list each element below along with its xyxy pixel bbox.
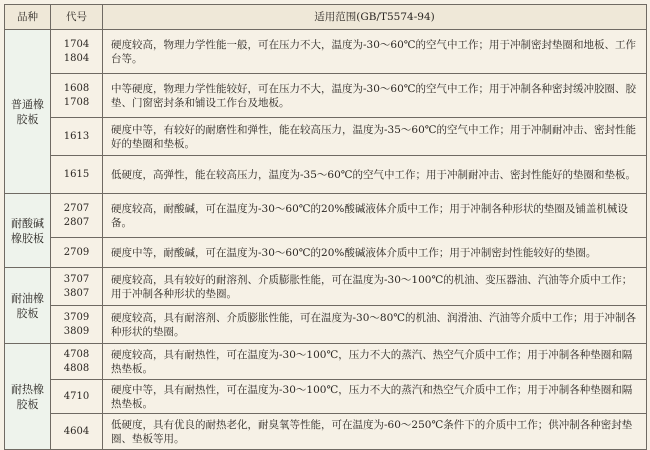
- code-label: 3709: [63, 311, 90, 323]
- application-text: 低硬度，具有优良的耐热老化，耐臭氧等性能，可在温度为-60～250℃条件下的介质中工作；供冲制各种密封垫圈、垫板等用。: [103, 414, 647, 450]
- table-row: [5, 156, 647, 194]
- code-cell: [51, 306, 103, 344]
- table-row: [5, 30, 647, 74]
- code-label: 3809: [63, 325, 90, 337]
- code-cell: [51, 414, 103, 450]
- code-label: 1708: [63, 96, 90, 108]
- code-label: 4708: [63, 348, 90, 360]
- table-row: [5, 268, 647, 306]
- header-category: 品种: [5, 5, 51, 30]
- code-label: 1608: [63, 82, 90, 94]
- application-text: 低硬度，高弹性，能在较高压力，温度为-35～60℃的空气中工作；用于冲制耐冲击、密封性能好的垫圈和垫板。: [103, 156, 647, 194]
- rubber-sheet-spec-table: [4, 4, 647, 450]
- code-cell: [51, 74, 103, 118]
- application-text: 硬度中等，耐酸碱，可在温度为-30～60℃的20%酸碱液体介质中工作；用于冲制密封性能较好的垫圈。: [103, 238, 647, 268]
- application-text: 硬度较高，具有耐溶剂、介质膨胀性能，可在温度为-30～80℃的机油、润滑油、汽油等介质中工作；用于冲制各种形状的垫圈。: [103, 306, 647, 344]
- application-text: 中等硬度，物理力学性能较好，可在压力不大，温度为-30～60℃的空气中工作；用于冲制各种密封缓冲胶圈、胶垫、门窗密封条和铺设工作台及地板。: [103, 74, 647, 118]
- table-row: [5, 238, 647, 268]
- code-cell: [51, 194, 103, 238]
- code-cell: [51, 238, 103, 268]
- category-general: 普通橡胶板: [5, 30, 51, 194]
- code-label: 1704: [63, 38, 90, 50]
- code-label: 4710: [63, 390, 90, 402]
- code-cell: [51, 118, 103, 156]
- table-row: [5, 194, 647, 238]
- table-row: [5, 344, 647, 380]
- category-acid-alkali: 耐酸碱橡胶板: [5, 194, 51, 268]
- code-label: 1615: [63, 168, 90, 180]
- header-code: 代号: [51, 5, 103, 30]
- application-text: 硬度中等，有较好的耐磨性和弹性，能在较高压力，温度为-35～60℃的空气中工作；用于冲制耐冲击、密封性能好的垫圈和垫板。: [103, 118, 647, 156]
- application-text: 硬度较高，耐酸碱，可在温度为-30～60℃的20%酸碱液体介质中工作；用于冲制各种形状的垫圈及铺盖机械设备。: [103, 194, 647, 238]
- table-row: [5, 118, 647, 156]
- code-cell: [51, 380, 103, 414]
- application-text: 硬度较高，物理力学性能一般，可在压力不大，温度为-30～60℃的空气中工作；用于冲制密封垫圈和地板、工作台等。: [103, 30, 647, 74]
- application-text: 硬度较高，具有耐热性，可在温度为-30～100℃，压力不大的蒸汽、热空气介质中工作；用于冲制各种垫圈和隔热垫板。: [103, 344, 647, 380]
- header-row: [5, 5, 647, 30]
- category-heat-resistant: 耐热橡胶板: [5, 344, 51, 450]
- code-label: 4808: [63, 362, 90, 374]
- code-label: 1613: [63, 130, 90, 142]
- application-text: 硬度较高，具有较好的耐溶剂、介质膨胀性能，可在温度为-30～100℃的机油、变压器油、汽油等介质中工作；用于冲制各种形状的垫圈。: [103, 268, 647, 306]
- code-label: 4604: [63, 425, 90, 437]
- code-label: 2707: [63, 202, 90, 214]
- table-row: [5, 306, 647, 344]
- table-row: [5, 380, 647, 414]
- application-text: 硬度中等，具有耐热性，可在温度为-30～100℃，压力不大的蒸汽和热空气介质中工作；用于冲制各种垫圈和隔热垫板。: [103, 380, 647, 414]
- code-cell: [51, 344, 103, 380]
- code-label: 1804: [63, 52, 90, 64]
- code-cell: [51, 30, 103, 74]
- code-label: 3707: [63, 273, 90, 285]
- code-cell: [51, 156, 103, 194]
- code-cell: [51, 268, 103, 306]
- code-label: 3807: [63, 287, 90, 299]
- table-row: [5, 74, 647, 118]
- code-label: 2807: [63, 216, 90, 228]
- table-row: [5, 414, 647, 450]
- code-label: 2709: [63, 246, 90, 258]
- header-application: 适用范围(GB/T5574-94): [103, 5, 647, 30]
- category-oil-resistant: 耐油橡胶板: [5, 268, 51, 344]
